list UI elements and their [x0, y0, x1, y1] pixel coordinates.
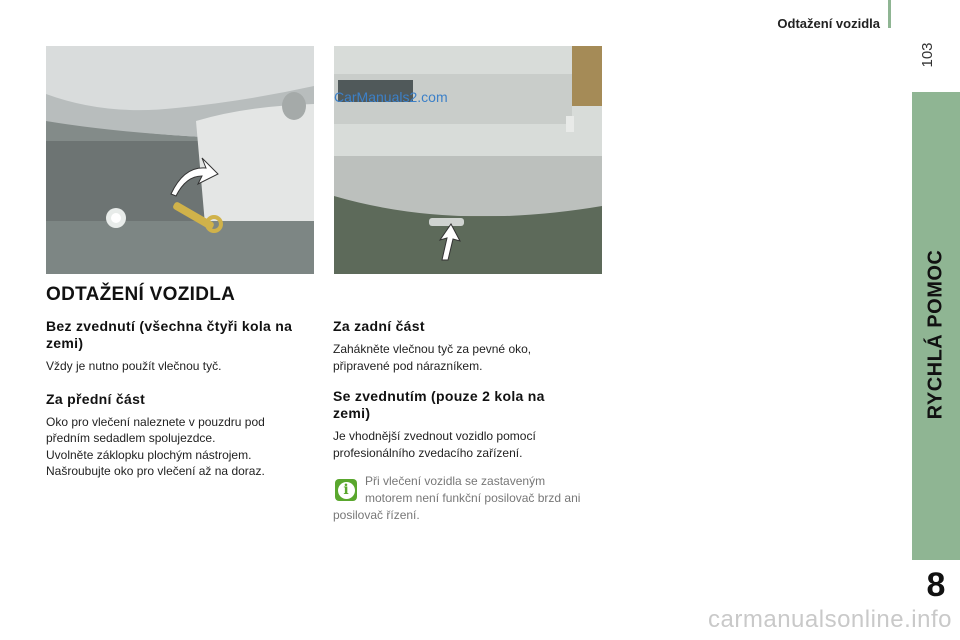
chapter-tab-label: RYCHLÁ POMOC — [924, 249, 947, 419]
info-note-text: Při vlečení vozidla se zastaveným motorem není funkční posilovač brzd ani posilovač řízení. — [333, 474, 581, 522]
chapter-number: 8 — [912, 560, 960, 610]
text-rear: Zahákněte vlečnou tyč za pevné oko, připravené pod nárazníkem. — [333, 342, 532, 373]
header-accent-line — [888, 0, 891, 28]
heading-lifted: Se zvednutím (pouze 2 kola na zemi) — [333, 388, 545, 421]
footer-watermark: carmanualsonline.info — [708, 606, 952, 633]
heading-rear: Za zadní část — [333, 318, 425, 334]
text-lifted: Je vhodnější zvednout vozidlo pomocí profesionálního zvedacího zařízení. — [333, 429, 536, 460]
info-icon: i — [335, 479, 357, 501]
text-no-lift: Vždy je nutno použít vlečnou tyč. — [46, 359, 222, 373]
heading-no-lift: Bez zvednutí (všechna čtyři kola na zemi) — [46, 318, 293, 351]
running-header-title: Odtažení vozidla — [777, 16, 880, 31]
section-title: ODTAŽENÍ VOZIDLA — [46, 284, 236, 305]
info-note — [333, 473, 585, 524]
left-column — [46, 318, 298, 492]
heading-front: Za přední část — [46, 390, 146, 407]
front-towing-photo — [46, 46, 314, 274]
image-watermark: CarManuals2.com — [334, 89, 448, 105]
page-number: 103 — [918, 42, 936, 68]
text-front: Oko pro vlečení naleznete v pouzdru pod předním sedadlem spolujezdce. Uvolněte záklopku plochým nástrojem. Našroubujte oko pro vlečení až na doraz. — [46, 414, 265, 478]
rear-towing-photo — [334, 46, 602, 274]
right-column — [333, 318, 585, 524]
